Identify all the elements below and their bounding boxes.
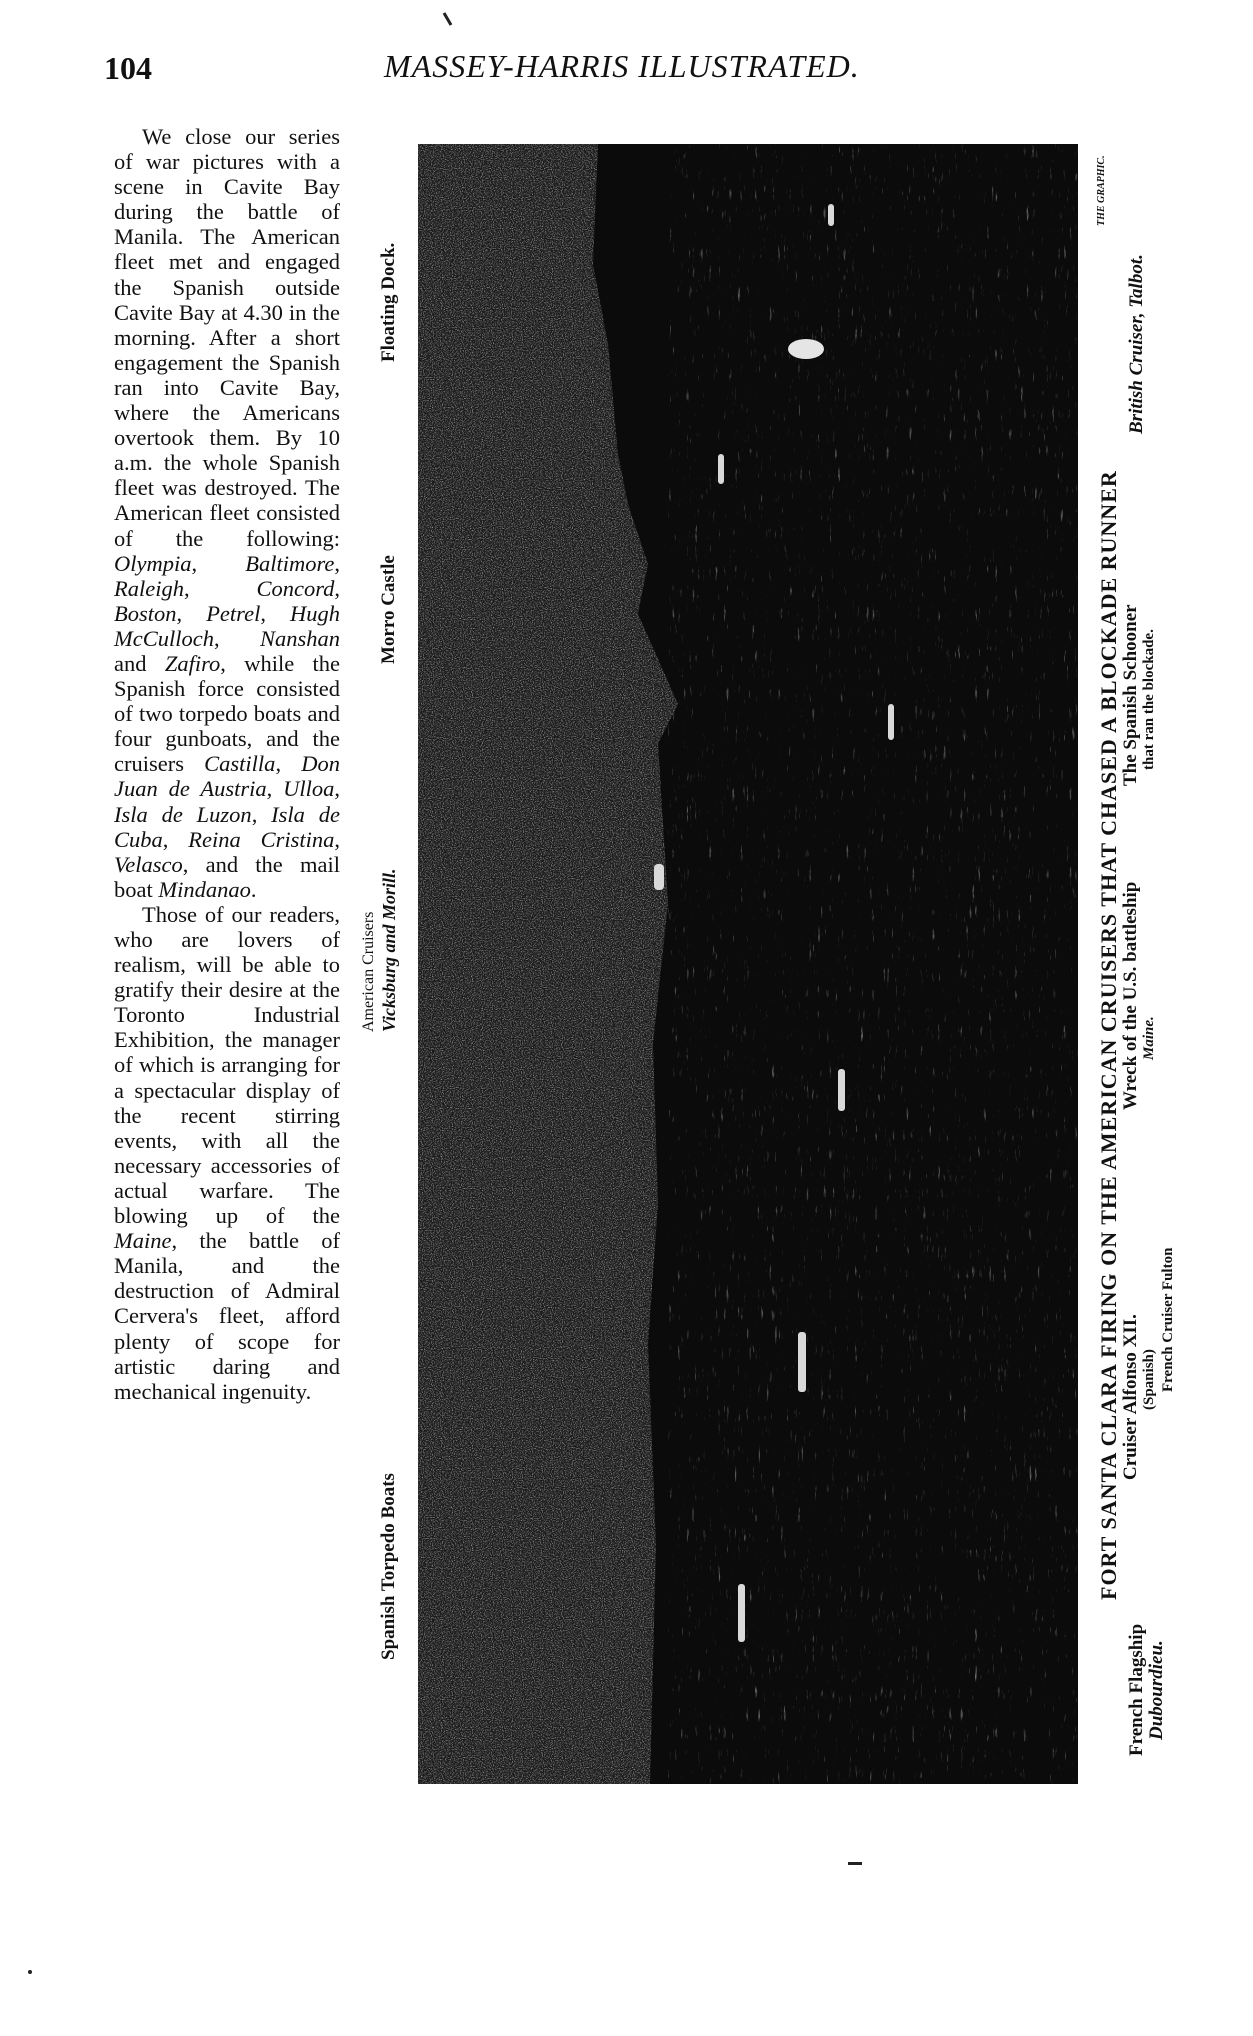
- label-schooner-2: that ran the blockade.: [1141, 629, 1157, 770]
- ship-name: Hugh McCulloch: [114, 600, 340, 651]
- text-run: Those of our readers, who are lovers of realism, will be able to gratify their desire at the Toronto Industrial Exhibition, the manager of which is arranging for a spectacular display of the recent stirring events, with all the necessary accessories of actual warfare. The blowing up of the: [114, 901, 340, 1229]
- plate-title: FORT SANTA CLARA FIRING ON THE AMERICAN CRUISERS THAT CHASED A BLOCKADE RUNNER: [1096, 470, 1121, 1600]
- label-morro-castle: Morro Castle: [378, 555, 399, 664]
- text-run: , and the mail boat: [114, 851, 340, 902]
- ship-name: Velasco: [114, 851, 183, 877]
- ship-name: Isla de Cuba: [114, 801, 340, 852]
- ship-name: Castilla: [204, 751, 276, 777]
- label-british-cruiser: British Cruiser, Talbot.: [1126, 254, 1147, 434]
- ship-name: Reina Cristina: [188, 826, 335, 852]
- stray-mark: [848, 1862, 862, 1865]
- ship-streak: [888, 704, 894, 740]
- ship-streak: [718, 454, 724, 484]
- ship-name: Nanshan: [259, 625, 340, 651]
- label-french-flagship-2: Dubourdieu.: [1146, 1640, 1167, 1740]
- ship-name: Raleigh: [114, 575, 184, 601]
- ship-streak: [838, 1069, 845, 1111]
- ship-name: Ulloa: [283, 776, 335, 802]
- ship-streak: [738, 1584, 745, 1642]
- ship-name: Concord: [256, 575, 335, 601]
- label-vicksburg: Vicksburg and Morill.: [379, 868, 399, 1032]
- label-french-flagship-1: French Flagship: [1126, 1623, 1147, 1756]
- label-american-cruisers: American Cruisers: [360, 911, 377, 1032]
- smoke-patch: [788, 339, 824, 359]
- paragraph-1: We close our series of war pictures with a scene in Cavite Bay during the battle of Manila. The American fleet met and engaged the Spanish outside Cavite Bay at 4.30 in the morning. After a short engagement the Spanish ran into Cavite Bay, where the Americans overtook them. By 10 a.m. the whole Spanish fleet was destroyed. The American fleet consisted of the following: Olympia, Baltimore, Raleigh, Concord, Boston, Petrel, Hugh McCulloch, Nanshan and Zafiro, while the Spanish force consisted of two torpedo boats and four gunboats, and the cruisers Castilla, Don Juan de Austria, Ulloa, Isla de Luzon, Isla de Cuba, Reina Cristina, Velasco, and the mail boat Mindanao.: [114, 124, 341, 902]
- ship-name: Zafiro: [164, 650, 221, 676]
- text-run: and: [114, 650, 147, 676]
- label-graphic-credit: THE GRAPHIC.: [1096, 155, 1107, 226]
- label-alfonso-1: Cruiser Alfonso XII.: [1120, 1314, 1141, 1480]
- water-texture: [668, 144, 1078, 1784]
- text-run: , while the Spanish force consisted of two torpedo boats and four gunboats, and the cruisers: [114, 650, 341, 777]
- stray-mark: [28, 1970, 32, 1974]
- label-alfonso-2: (Spanish): [1141, 1349, 1157, 1410]
- ship-name: Petrel: [206, 600, 261, 626]
- stray-mark: [443, 12, 453, 26]
- text-run: We close our series of war pictures with a scene in Cavite Bay during the battle of Manila. The American fleet met and engaged the Spanish outside Cavite Bay at 4.30 in the morning. After a short engagement the Spanish ran into Cavite Bay, where the Americans overtook them. By 10 a.m. the whole Spanish fleet was destroyed. The American fleet consisted of the following:: [114, 124, 340, 551]
- article-column: [114, 124, 340, 1404]
- paragraph-2: [114, 902, 340, 1404]
- ship-name: Mindanao: [158, 876, 251, 902]
- label-schooner-1: The Spanish Schooner: [1120, 604, 1141, 786]
- ship-name: Maine: [114, 1228, 172, 1254]
- label-wreck-2: Maine.: [1141, 1016, 1157, 1060]
- label-floating-dock: Floating Dock.: [378, 242, 399, 362]
- ship-name: Baltimore: [245, 550, 335, 576]
- ship-name: Isla de Luzon: [114, 801, 252, 827]
- ship-streak: [654, 864, 664, 890]
- ship-streak: [798, 1332, 806, 1392]
- label-torpedo-boats: Spanish Torpedo Boats: [378, 1473, 399, 1660]
- running-head: MASSEY-HARRIS ILLUSTRATED.: [384, 48, 860, 84]
- ship-name: Boston: [114, 600, 177, 626]
- label-wreck-1: Wreck of the U.S. battleship: [1120, 881, 1141, 1110]
- ship-streak: [828, 204, 834, 226]
- label-french-cruiser: French Cruiser Fulton: [1160, 1247, 1176, 1392]
- ship-name: Don Juan de Austria: [114, 751, 340, 802]
- text-run: , the battle of Manila, and the destruction of Admiral Cervera's fleet, afford plenty of scope for artistic daring and mechanical ingenuity.: [114, 1228, 340, 1404]
- plate-illustration: [418, 144, 1078, 1784]
- page-number: 104: [104, 50, 152, 86]
- ship-name: Olympia: [114, 550, 192, 576]
- war-photograph: [418, 144, 1078, 1784]
